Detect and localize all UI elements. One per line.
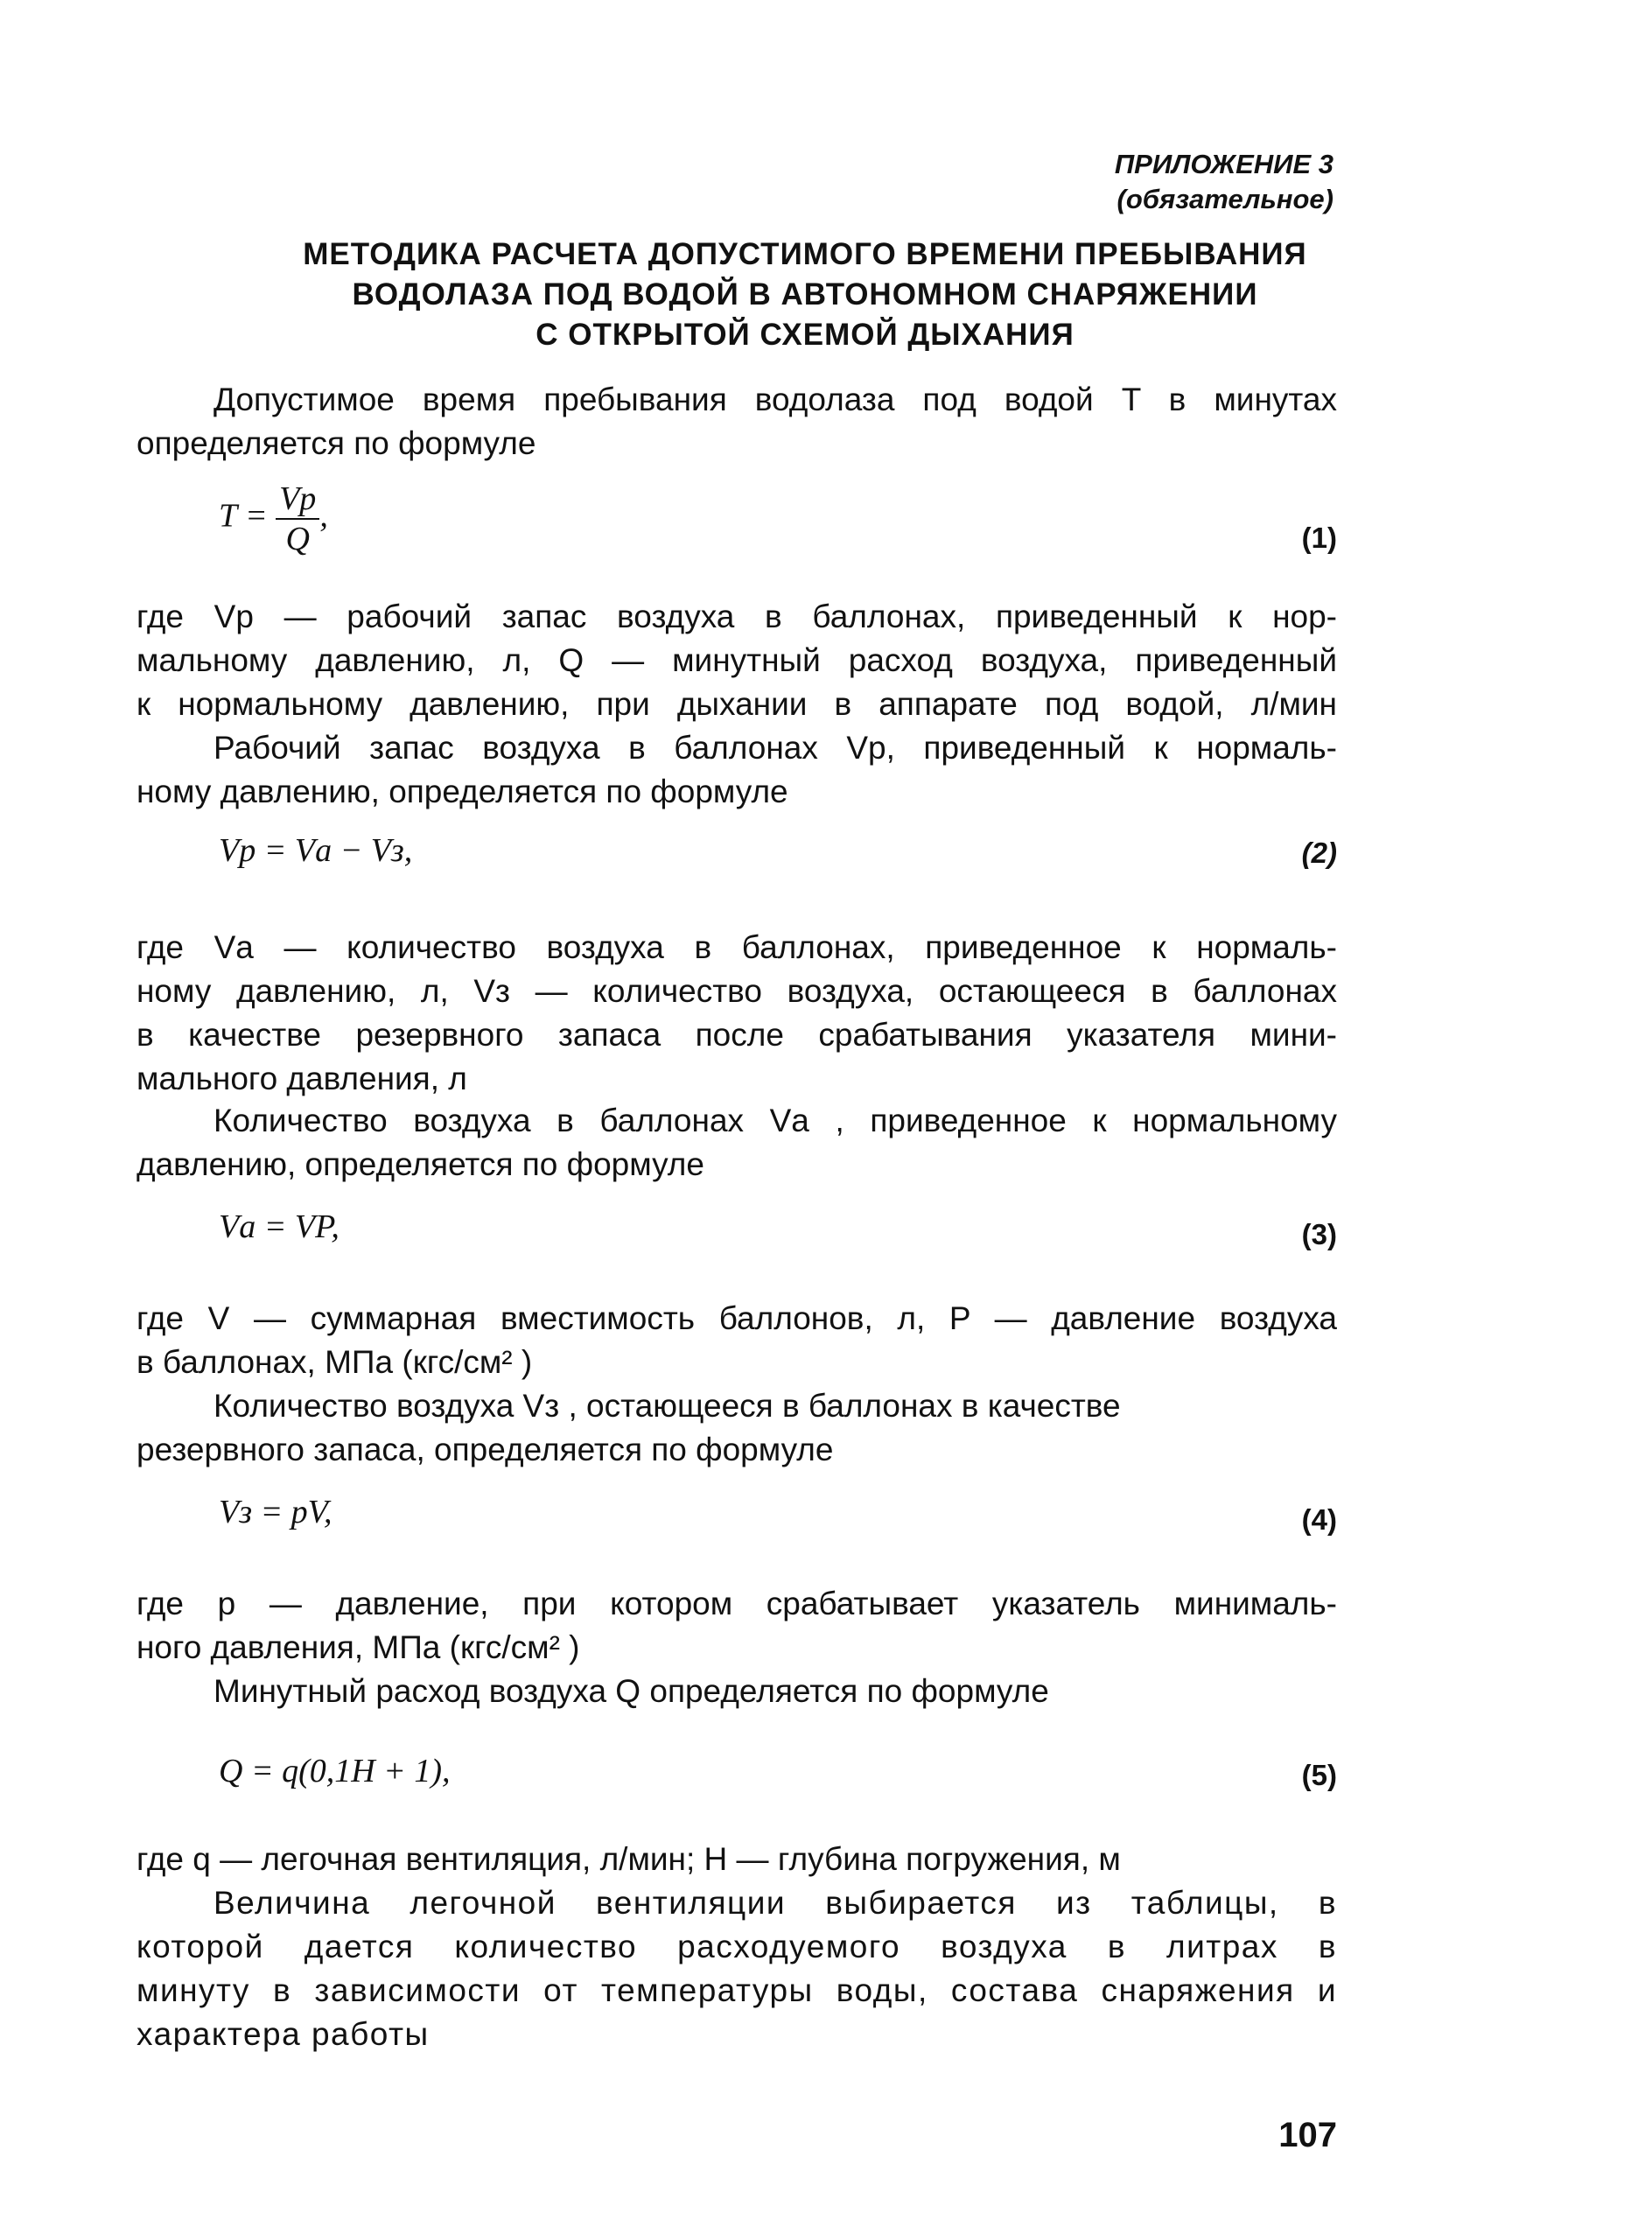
formula-expression: Q = q(0,1H + 1), — [219, 1753, 451, 1789]
text-line: где Vа — количество воздуха в баллонах, приведенное к нормаль- — [136, 929, 1337, 965]
paragraph-3 — [136, 726, 1337, 814]
paragraph-10 — [136, 1838, 1337, 1881]
formula-1 — [219, 480, 1337, 576]
text-line: резервного запаса, определяется по формуле — [136, 1432, 834, 1467]
formula-expression: Vр = Vа − Vз, — [219, 832, 413, 869]
paragraph-9 — [136, 1670, 1337, 1713]
text-line: мального давления, л — [136, 1061, 467, 1096]
appendix-header — [1115, 147, 1334, 217]
text-line: Количество воздуха Vз , остающееся в баллонах в качестве — [214, 1388, 1121, 1424]
text-line: где p — давление, при котором срабатывает указатель минималь- — [136, 1586, 1337, 1621]
text-line: Допустимое время пребывания водолаза под водой T в минутах — [214, 382, 1337, 417]
text-line: минуту в зависимости от температуры воды, состава снаряжения и — [136, 1972, 1337, 2008]
text-line: ного давления, МПа (кгс/см² ) — [136, 1629, 580, 1665]
formula-number: (2) — [1301, 837, 1337, 869]
paragraph-5 — [136, 1099, 1337, 1187]
text-line: ному давлению, определяется по формуле — [136, 774, 788, 809]
formula-tail: , — [319, 497, 328, 535]
formula-number: (1) — [1301, 522, 1337, 554]
appendix-status: (обязательное) — [1116, 184, 1334, 214]
text-line: ному давлению, л, Vз — количество воздуха, остающееся в баллонах — [136, 973, 1337, 1009]
text-line: Минутный расход воздуха Q определяется по формуле — [214, 1673, 1049, 1709]
formula-expression: Vз = pV, — [219, 1494, 332, 1530]
text-line: которой дается количество расходуемого воздуха в литрах в — [136, 1929, 1337, 1964]
title-line: С ОТКРЫТОЙ СХЕМОЙ ДЫХАНИЯ — [536, 318, 1074, 352]
formula-number: (4) — [1301, 1503, 1337, 1536]
text-line: Величина легочной вентиляции выбирается из таблицы, в — [214, 1885, 1337, 1921]
title-line: МЕТОДИКА РАСЧЕТА ДОПУСТИМОГО ВРЕМЕНИ ПРЕБЫВАНИЯ — [303, 237, 1307, 271]
appendix-label: ПРИЛОЖЕНИЕ 3 — [1114, 149, 1334, 179]
paragraph-6 — [136, 1297, 1337, 1384]
formula-lhs: T = — [219, 497, 268, 535]
fraction-numerator: Vр — [276, 480, 319, 520]
formula-number: (3) — [1301, 1218, 1337, 1250]
formula-3 — [219, 1208, 1337, 1250]
formula-expression: Vа = VP, — [219, 1208, 340, 1245]
text-line: где V — суммарная вместимость баллонов, л, P — давление воздуха — [136, 1300, 1337, 1336]
formula-number: (5) — [1301, 1759, 1337, 1791]
text-line: давлению, определяется по формуле — [136, 1146, 704, 1182]
document-title — [175, 235, 1435, 355]
paragraph-4 — [136, 926, 1337, 1101]
page-number: 107 — [1278, 2116, 1337, 2154]
text-line: Рабочий запас воздуха в баллонах Vр, приведенный к нормаль- — [214, 730, 1337, 766]
text-line: в баллонах, МПа (кгс/см² ) — [136, 1344, 533, 1380]
formula-2 — [219, 831, 1337, 870]
paragraph-8 — [136, 1582, 1337, 1670]
text-line: к нормальному давлению, при дыхании в аппарате под водой, л/мин — [136, 686, 1337, 722]
formula-4 — [219, 1493, 1337, 1536]
text-line: мальному давлению, л, Q — минутный расход воздуха, приведенный — [136, 642, 1337, 678]
title-line: ВОДОЛАЗА ПОД ВОДОЙ В АВТОНОМНОМ СНАРЯЖЕНИИ — [352, 277, 1258, 312]
formula-5 — [219, 1752, 1337, 1790]
fraction-denominator: Q — [285, 521, 310, 557]
formula-fraction — [276, 480, 319, 558]
paragraph-2 — [136, 595, 1337, 726]
text-line: определяется по формуле — [136, 425, 536, 461]
text-line: где q — легочная вентиляция, л/мин; H — глубина погружения, м — [136, 1841, 1121, 1877]
text-line: характера работы — [136, 2016, 430, 2052]
text-line: где Vр — рабочий запас воздуха в баллонах, приведенный к нор- — [136, 599, 1337, 634]
paragraph-7 — [136, 1384, 1337, 1472]
paragraph-1 — [136, 378, 1337, 466]
paragraph-11 — [136, 1881, 1337, 2056]
text-line: в качестве резервного запаса после срабатывания указателя мини- — [136, 1017, 1337, 1053]
text-line: Количество воздуха в баллонах Vа , приведенное к нормальному — [214, 1103, 1337, 1138]
